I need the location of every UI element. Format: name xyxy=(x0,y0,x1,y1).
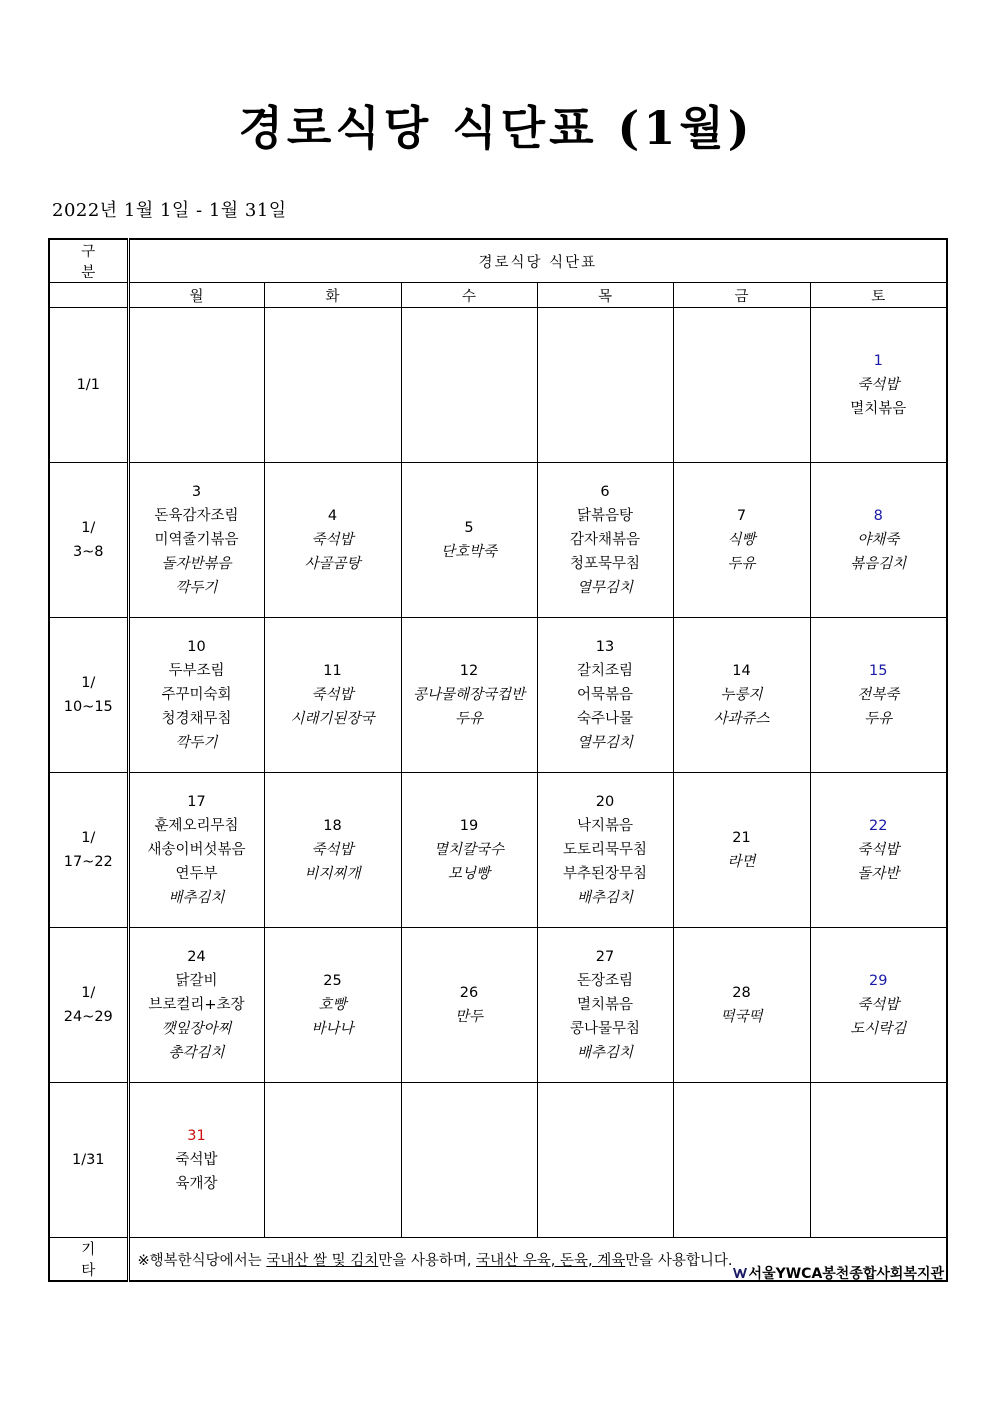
week-label-line: 1/31 xyxy=(71,1152,105,1168)
menu-cell xyxy=(537,928,673,1083)
week-label-line: 10~15 xyxy=(63,699,113,715)
menu-cell xyxy=(537,1083,673,1238)
menu-item: 총각김치 xyxy=(168,1045,225,1061)
week-row xyxy=(49,618,947,773)
menu-cell xyxy=(264,1083,401,1238)
menu-cell xyxy=(673,618,810,773)
menu-cell xyxy=(810,773,947,928)
week-label xyxy=(49,928,128,1083)
menu-cell xyxy=(401,618,537,773)
menu-cell xyxy=(537,463,673,618)
day-header: 금 xyxy=(673,283,810,308)
week-label-line: 1/ xyxy=(81,675,96,691)
week-label-line: 1/ xyxy=(81,520,96,536)
day-header: 토 xyxy=(810,283,947,308)
week-row xyxy=(49,773,947,928)
menu-cell xyxy=(264,463,401,618)
menu-item: 두유 xyxy=(864,711,893,727)
menu-cell xyxy=(264,618,401,773)
menu-item: 죽석밥 xyxy=(311,687,354,703)
ywca-logo-icon xyxy=(733,1266,747,1280)
week-label xyxy=(49,1083,128,1238)
menu-period: 2022년 1월 1일 - 1월 31일 xyxy=(52,200,287,221)
menu-cell xyxy=(401,463,537,618)
day-number: 28 xyxy=(732,985,751,1001)
day-number: 26 xyxy=(459,985,479,1001)
day-number: 24 xyxy=(187,949,206,965)
menu-item: 볶음김치 xyxy=(850,556,907,572)
menu-item: 배추김치 xyxy=(576,1045,634,1061)
footer-notice-emphasis: 국내산 쌀 및 김치 xyxy=(266,1252,379,1269)
menu-item: 청포묵무침 xyxy=(569,556,641,572)
footer-notice-emphasis: 국내산 우육, 돈육, 계육 xyxy=(476,1252,626,1269)
menu-cell xyxy=(401,308,537,463)
menu-cell xyxy=(673,308,810,463)
day-header: 수 xyxy=(401,283,537,308)
menu-cell xyxy=(264,773,401,928)
menu-item: 사과쥬스 xyxy=(713,711,770,727)
week-label-line: 24~29 xyxy=(63,1009,113,1025)
menu-item: 도시락김 xyxy=(850,1021,907,1037)
day-number: 7 xyxy=(736,508,747,524)
menu-item: 닭볶음탕 xyxy=(576,508,634,524)
menu-cell xyxy=(128,308,264,463)
day-header: 목 xyxy=(537,283,673,308)
day-number: 25 xyxy=(323,973,342,989)
menu-item: 닭갈비 xyxy=(175,973,218,989)
day-number: 15 xyxy=(869,663,888,679)
week-row xyxy=(49,308,947,463)
day-number: 22 xyxy=(869,818,888,834)
day-number: 4 xyxy=(327,508,338,524)
menu-item: 도토리묵무침 xyxy=(562,842,648,858)
day-number: 21 xyxy=(732,830,751,846)
menu-item: 숙주나물 xyxy=(576,711,634,727)
menu-item: 멸치칼국수 xyxy=(433,842,505,858)
header-row-title xyxy=(49,239,947,283)
menu-cell xyxy=(673,773,810,928)
menu-cell xyxy=(128,1083,264,1238)
week-label xyxy=(49,463,128,618)
menu-item: 멸치볶음 xyxy=(576,997,634,1013)
menu-item: 만두 xyxy=(454,1009,483,1025)
day-number: 3 xyxy=(191,484,202,500)
menu-item: 미역줄기볶음 xyxy=(154,532,239,548)
menu-item: 시래기된장국 xyxy=(290,711,375,727)
week-label xyxy=(49,618,128,773)
menu-cell xyxy=(673,928,810,1083)
menu-cell xyxy=(810,463,947,618)
menu-item: 식빵 xyxy=(727,532,756,548)
menu-item: 죽석밥 xyxy=(311,532,354,548)
day-number: 20 xyxy=(595,794,615,810)
menu-item: 열무김치 xyxy=(576,580,634,596)
footer-label: 기 타 xyxy=(49,1238,128,1282)
menu-item: 육개장 xyxy=(175,1176,218,1192)
day-number: 10 xyxy=(187,639,206,655)
footer-notice-text: 만을 사용하며, xyxy=(378,1252,477,1269)
menu-cell xyxy=(128,928,264,1083)
footer-notice-text: 만을 사용합니다. xyxy=(625,1252,733,1269)
menu-cell xyxy=(673,463,810,618)
menu-item: 죽석밥 xyxy=(857,997,900,1013)
menu-cell xyxy=(128,773,264,928)
day-number: 8 xyxy=(873,508,883,524)
menu-cell xyxy=(810,618,947,773)
week-row xyxy=(49,928,947,1083)
menu-cell xyxy=(810,308,947,463)
menu-item: 주꾸미숙회 xyxy=(161,687,232,703)
menu-item: 콩나물무침 xyxy=(569,1021,641,1037)
menu-item: 바나나 xyxy=(311,1021,354,1037)
day-number: 29 xyxy=(869,973,888,989)
menu-cell xyxy=(128,618,264,773)
day-header: 월 xyxy=(128,283,264,308)
week-row xyxy=(49,463,947,618)
menu-item: 모닝빵 xyxy=(447,866,491,882)
menu-item: 떡국떡 xyxy=(720,1009,763,1025)
menu-cell xyxy=(673,1083,810,1238)
gubun-header: 구 분 xyxy=(49,239,128,283)
menu-item: 죽석밥 xyxy=(857,377,900,393)
gubun-spacer xyxy=(49,283,128,308)
menu-item: 브로컬리+초장 xyxy=(148,997,245,1013)
week-label-line: 1/ xyxy=(81,830,96,846)
menu-item: 두부조림 xyxy=(168,663,225,679)
menu-item: 죽석밥 xyxy=(175,1152,218,1168)
menu-item: 어묵볶음 xyxy=(576,687,634,703)
menu-item: 갈치조림 xyxy=(576,663,634,679)
day-number: 17 xyxy=(187,794,206,810)
day-number: 13 xyxy=(595,639,615,655)
table-title: 경로식당 식단표 xyxy=(128,239,947,283)
menu-item: 새송이버섯볶음 xyxy=(147,842,246,858)
menu-cell xyxy=(128,463,264,618)
menu-item: 멸치볶음 xyxy=(850,401,907,417)
page-title: 경로식당 식단표 (1월) xyxy=(238,101,754,155)
menu-cell xyxy=(401,773,537,928)
menu-item: 깍두기 xyxy=(175,580,218,596)
menu-item: 콩나물해장국컵반 xyxy=(412,687,526,703)
header-row-days xyxy=(49,283,947,308)
menu-item: 전복죽 xyxy=(857,687,900,703)
menu-cell xyxy=(537,773,673,928)
day-number: 6 xyxy=(600,484,610,500)
menu-item: 누룽지 xyxy=(720,687,763,703)
week-label-line: 3~8 xyxy=(72,544,104,560)
menu-item: 깻잎장아찌 xyxy=(161,1021,232,1037)
day-number: 31 xyxy=(187,1128,206,1144)
menu-item: 낙지볶음 xyxy=(576,818,634,834)
menu-cell xyxy=(810,1083,947,1238)
menu-item: 깍두기 xyxy=(175,735,218,751)
menu-item: 청경채무침 xyxy=(161,711,232,727)
menu-item: 단호박죽 xyxy=(440,544,498,560)
week-label-line: 1/ xyxy=(81,985,96,1001)
week-label xyxy=(49,308,128,463)
menu-item: 연두부 xyxy=(175,866,218,882)
menu-table xyxy=(48,238,948,1282)
menu-item: 열무김치 xyxy=(576,735,634,751)
menu-cell xyxy=(401,1083,537,1238)
menu-item: 야채죽 xyxy=(857,532,900,548)
day-number: 5 xyxy=(464,520,474,536)
week-row xyxy=(49,1083,947,1238)
day-number: 12 xyxy=(459,663,479,679)
menu-item: 돈장조림 xyxy=(576,973,634,989)
footer-notice-text: ※행복한식당에서는 xyxy=(137,1252,267,1269)
day-number: 14 xyxy=(732,663,751,679)
weeks-body xyxy=(49,308,947,1238)
menu-cell xyxy=(537,618,673,773)
menu-cell xyxy=(537,308,673,463)
menu-item: 사골곰탕 xyxy=(304,556,361,572)
week-label-line: 17~22 xyxy=(63,854,113,870)
menu-item: 훈제오리무침 xyxy=(154,818,239,834)
menu-cell xyxy=(264,308,401,463)
week-label xyxy=(49,773,128,928)
menu-item: 두유 xyxy=(727,556,756,572)
menu-item: 호빵 xyxy=(318,997,347,1013)
menu-cell xyxy=(401,928,537,1083)
menu-item: 죽석밥 xyxy=(857,842,900,858)
menu-item: 배추김치 xyxy=(168,890,225,906)
menu-item: 돌자반볶음 xyxy=(161,556,232,572)
organization-signature xyxy=(733,1263,944,1283)
menu-item: 비지찌개 xyxy=(304,866,361,882)
day-number: 27 xyxy=(595,949,615,965)
menu-item: 두유 xyxy=(454,711,483,727)
menu-item: 라면 xyxy=(727,854,756,870)
day-number: 1 xyxy=(873,353,883,369)
organization-name: 서울YWCA봉천종합사회복지관 xyxy=(748,1266,944,1282)
menu-item: 부추된장무침 xyxy=(562,866,648,882)
day-number: 19 xyxy=(459,818,479,834)
menu-item: 배추김치 xyxy=(576,890,634,906)
menu-cell xyxy=(264,928,401,1083)
menu-cell xyxy=(810,928,947,1083)
menu-item: 감자채볶음 xyxy=(569,532,641,548)
menu-item: 죽석밥 xyxy=(311,842,354,858)
menu-item: 돈육감자조림 xyxy=(154,508,239,524)
menu-item: 돌자반 xyxy=(857,866,900,882)
day-number: 11 xyxy=(323,663,342,679)
day-number: 18 xyxy=(323,818,342,834)
day-header: 화 xyxy=(264,283,401,308)
week-label-line: 1/1 xyxy=(76,377,100,393)
